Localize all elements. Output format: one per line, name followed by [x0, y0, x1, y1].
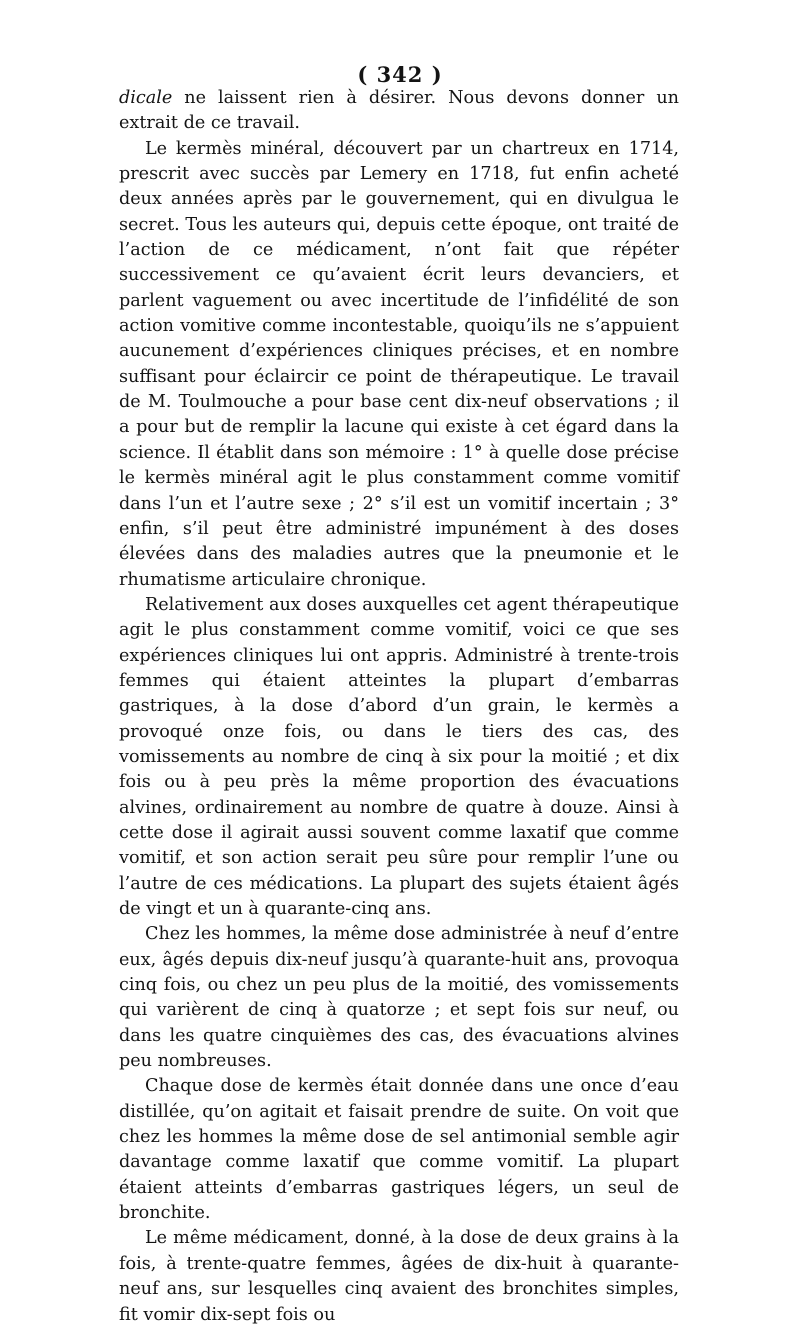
paragraph: Chez les hommes, la même dose administrée à neuf d’entre eux, âgés depuis dix-neuf jusqu’à quarante-huit ans, provoqua cinq fois, ou chez un peu plus de la moitié, des vomissements qui varièrent de cinq à quatorze ; et sept fois sur neuf, ou dans les quatre cinquièmes des cas, des évacuations alvines peu nombreuses. [119, 924, 679, 1072]
paragraph-text: ne laissent rien à désirer. Nous devons donner un extrait de ce travail. [119, 88, 679, 134]
italic-word: dicale [119, 88, 173, 108]
paragraph: Le kermès minéral, découvert par un chartreux en 1714, prescrit avec succès par Lemery en 1718, fut enfin acheté deux années après par le gouvernement, qui en divulgua le secret. Tous les auteurs qui, depuis cette époque, ont traité de l’action de ce médicament, n’ont fait que répéter successivement ce qu’avaient écrit leurs devanciers, et parlent vaguement ou avec incertitude de l’infidélité de son action vomitive comme incontestable, quoiqu’ils ne s’appuient aucunement d’expériences cliniques précises, et en nombre suffisant pour éclaircir ce point de thérapeutique. Le travail de M. Toulmouche a pour base cent dix-neuf observations ; il a pour but de remplir la lacune qui existe à cet égard dans la science. Il établit dans son mémoire : 1° à quelle dose précise le kermès minéral agit le plus constamment comme vomitif dans l’un et l’autre sexe ; 2° s’il est un vomitif incertain ; 3° enfin, s’il peut être administré impunément à des doses élevées dans des maladies autres que la pneumonie et le rhumatisme articulaire chronique. [119, 138, 679, 590]
paragraph: Chaque dose de kermès était donnée dans une once d’eau distillée, qu’on agitait et faisait prendre de suite. On voit que chez les hommes la même dose de sel antimonial semble agir davantage comme laxatif que comme vomitif. La plupart étaient atteints d’embarras gastriques légers, un seul de bronchite. [119, 1076, 679, 1224]
body-text [119, 86, 679, 1328]
paragraph: Le même médicament, donné, à la dose de deux grains à la fois, à trente-quatre femmes, âgées de dix-huit à quarante-neuf ans, sur lesquelles cinq avaient des bronchites simples, fit vomir dix-sept fois ou [119, 1228, 679, 1325]
paragraph-continuation [119, 86, 679, 137]
paragraph: Relativement aux doses auxquelles cet agent thérapeutique agit le plus constamment comme vomitif, voici ce que ses expériences cliniques lui ont appris. Administré à trente-trois femmes qui étaient atteintes la plupart d’embarras gastriques, à la dose d’abord d’un grain, le kermès a provoqué onze fois, ou dans le tiers des cas, des vomissements au nombre de cinq à six pour la moitié ; et dix fois ou à peu près la même proportion des évacuations alvines, ordinairement au nombre de quatre à douze. Ainsi à cette dose il agirait aussi souvent comme laxatif que comme vomitif, et son action serait peu sûre pour remplir l’une ou l’autre de ces médications. La plupart des sujets étaient âgés de vingt et un à quarante-cinq ans. [119, 594, 679, 919]
page-number: ( 342 ) [357, 62, 443, 87]
